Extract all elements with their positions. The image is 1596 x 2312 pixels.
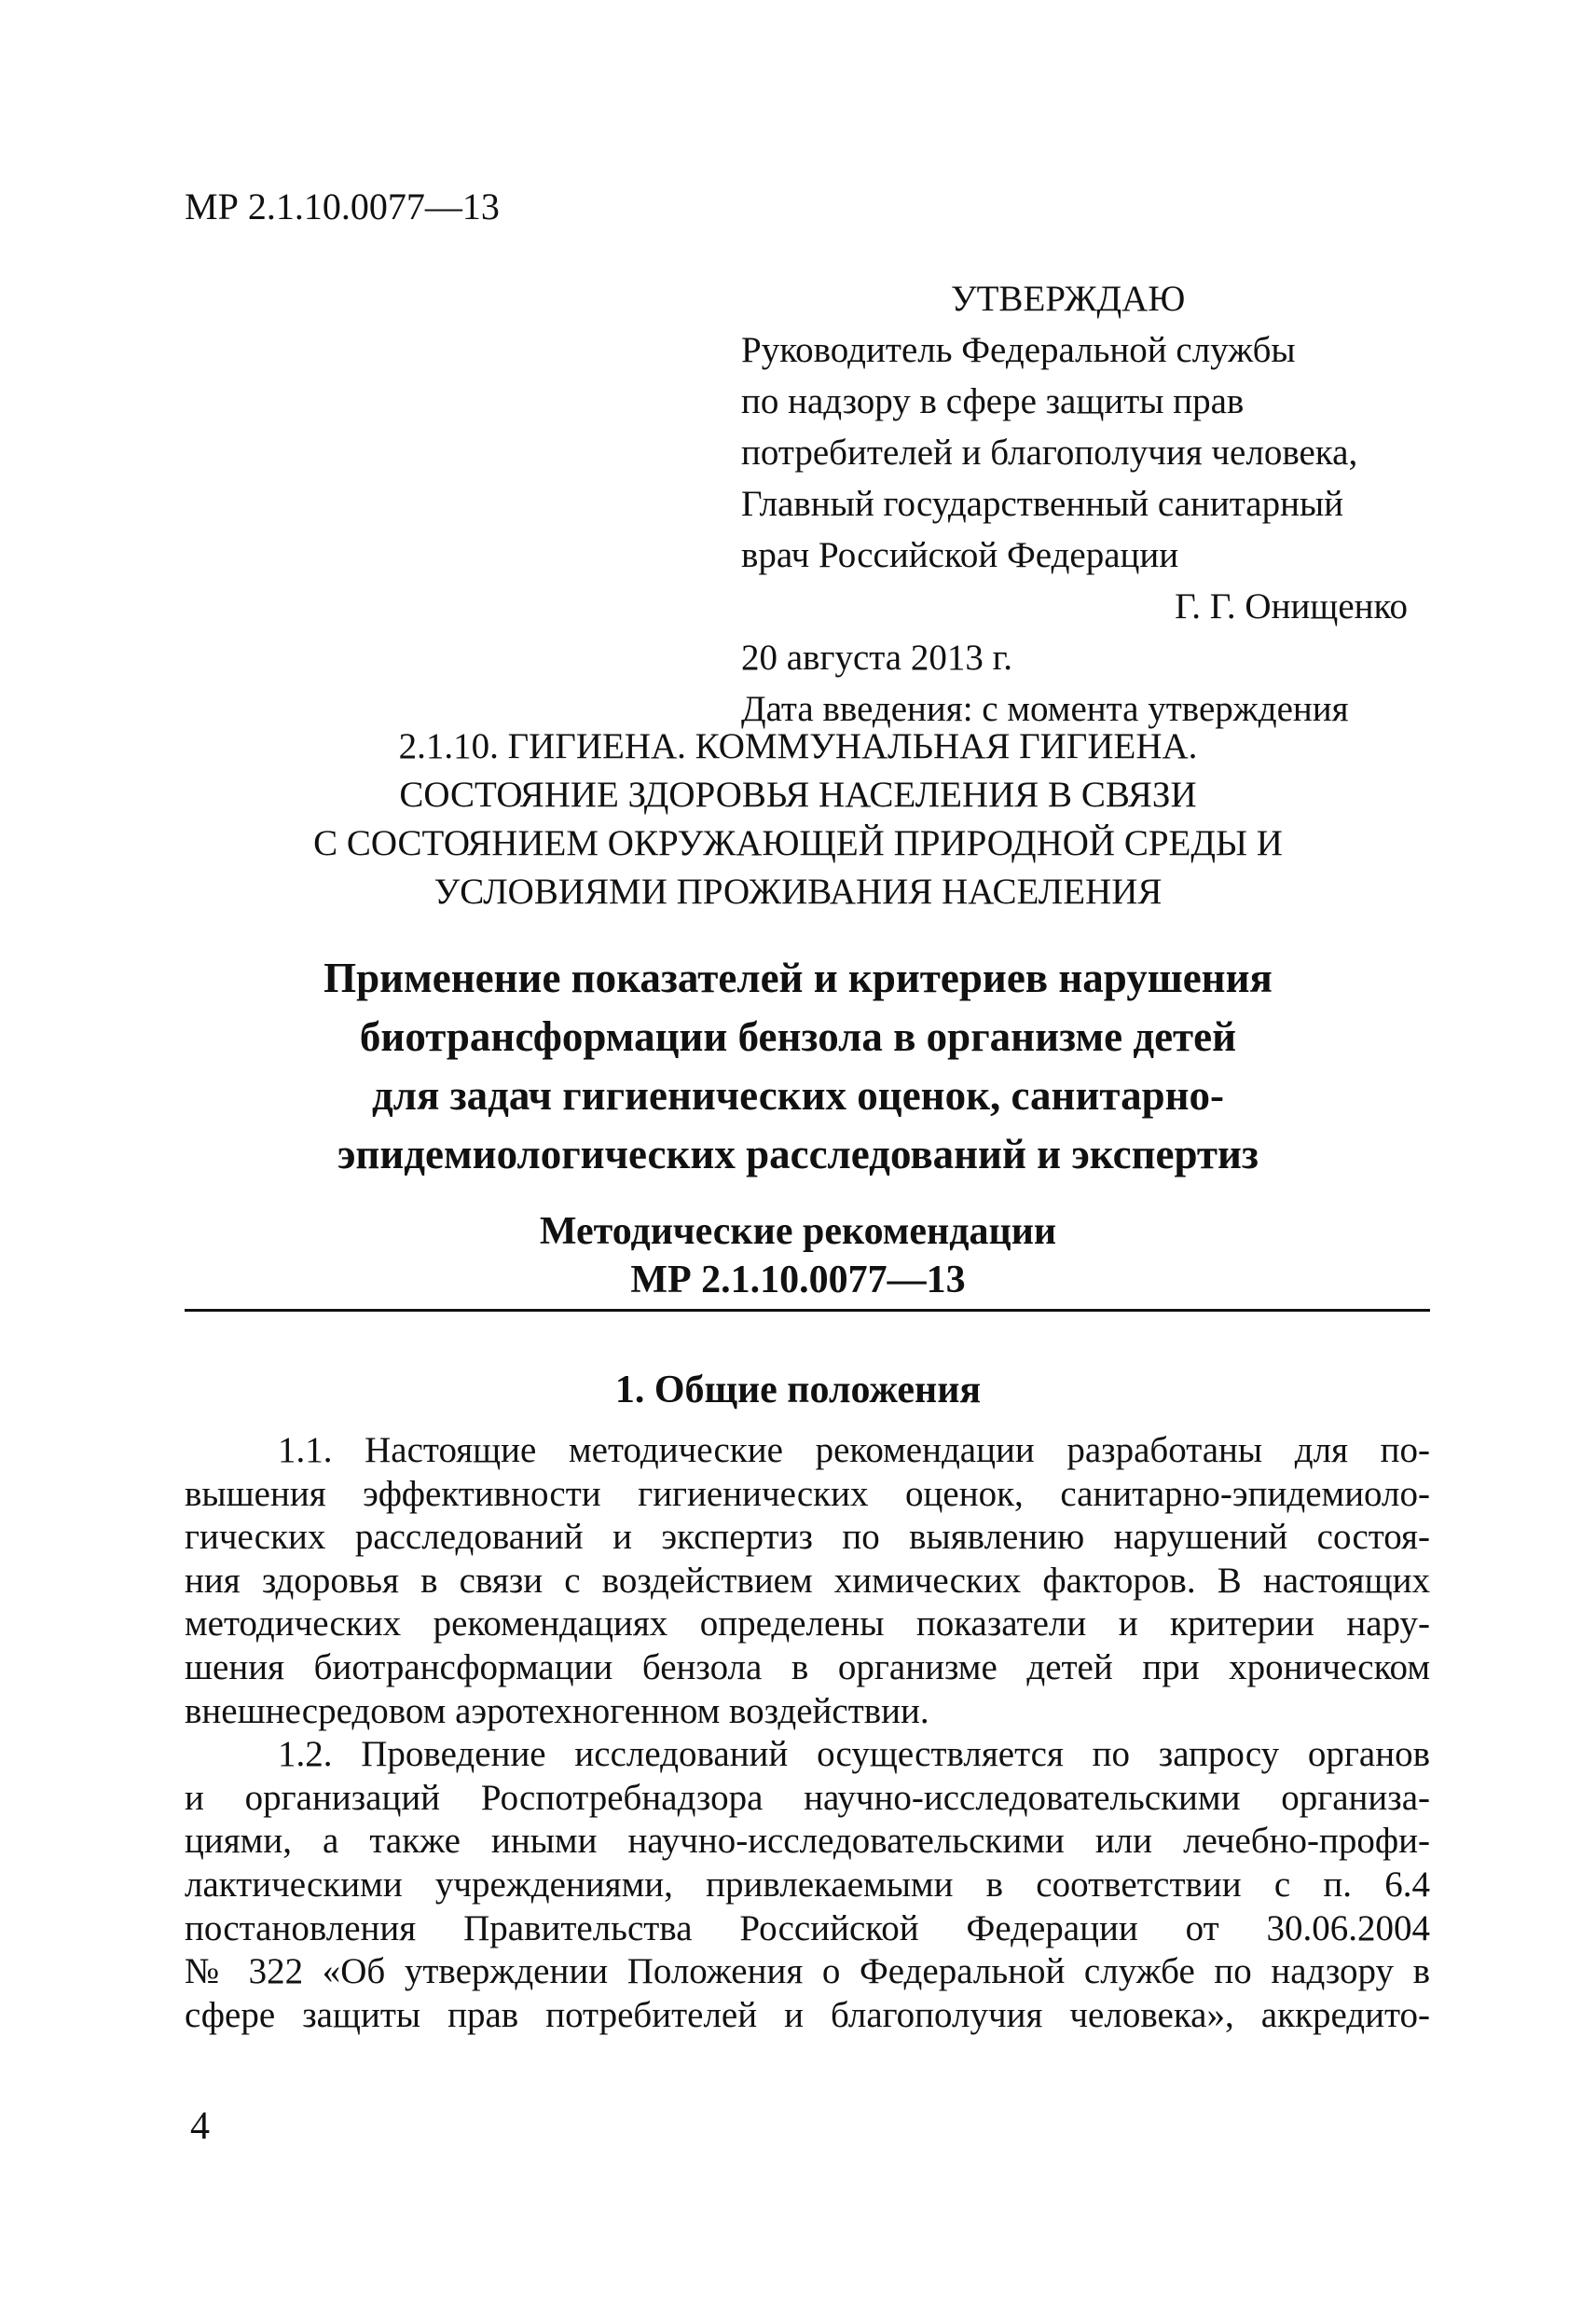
approval-heading: УТВЕРЖДАЮ [951, 279, 1186, 319]
paragraph-line: ния здоровья в связи с воздействием химических факторов. В настоящих [185, 1560, 1430, 1601]
approval-position-line: Руководитель Федеральной службы [741, 330, 1296, 370]
approval-signer: Г. Г. Онищенко [1175, 586, 1408, 626]
paragraph-line: лактическими учреждениями, привлекаемыми в соответствии с п. 6.4 [185, 1864, 1430, 1905]
category-line: 2.1.10. ГИГИЕНА. КОММУНАЛЬНАЯ ГИГИЕНА. [398, 726, 1198, 766]
paragraph-line: № 322 «Об утверждении Положения о Федеральной службе по надзору в [185, 1951, 1430, 1992]
approval-position-line: Главный государственный санитарный [741, 484, 1344, 524]
paragraph-line: методических рекомендациях определены показатели и критерии нару- [185, 1603, 1430, 1645]
horizontal-rule [185, 1309, 1430, 1312]
document-type-label: Методические рекомендации [539, 1210, 1057, 1253]
paragraph-line: постановления Правительства Российской Федерации от 30.06.2004 [185, 1907, 1430, 1948]
title-line: для задач гигиенических оценок, санитарно- [371, 1072, 1225, 1119]
page-number: 4 [190, 2105, 210, 2148]
document-type [168, 1207, 1428, 1304]
paragraph-line: и организаций Роспотребнадзора научно-исследовательскими организа- [185, 1777, 1430, 1818]
paragraph-line: циями, а также иными научно-исследовательскими или лечебно-профи- [185, 1821, 1430, 1862]
approval-position-line: по надзору в сфере защиты прав [741, 381, 1245, 421]
approval-date: 20 августа 2013 г. [741, 638, 1012, 678]
title-line: биотрансформации бензола в организме детей [359, 1013, 1237, 1060]
paragraph-line: вышения эффективности гигиенических оценок, санитарно-эпидемиоло- [185, 1473, 1430, 1514]
document-title [168, 949, 1428, 1184]
approval-block [741, 273, 1426, 735]
paragraph-line: внешнесредовом аэротехногенном воздействии. [185, 1690, 929, 1731]
title-line: эпидемиологических расследований и экспертиз [337, 1131, 1259, 1177]
paragraph-line: шения биотрансформации бензола в организме детей при хроническом [185, 1646, 1430, 1687]
section-body [185, 1429, 1430, 2037]
category-heading [168, 722, 1428, 916]
section-heading: 1. Общие положения [614, 1369, 982, 1411]
paragraph-line: 1.2. Проведение исследований осуществляется по запросу органов [278, 1734, 1430, 1775]
approval-position-line: врач Российской Федерации [741, 535, 1179, 575]
effective-date: Дата введения: с момента утверждения [741, 689, 1349, 729]
category-line: УСЛОВИЯМИ ПРОЖИВАНИЯ НАСЕЛЕНИЯ [433, 872, 1163, 912]
document-type-code: МР 2.1.10.0077—13 [630, 1259, 966, 1301]
approval-position-line: потребителей и благополучия человека, [741, 433, 1358, 473]
paragraph-line: 1.1. Настоящие методические рекомендации разработаны для по- [278, 1430, 1430, 1470]
paragraph-line: сфере защиты прав потребителей и благополучия человека», аккредито- [185, 1994, 1430, 2035]
category-line: С СОСТОЯНИЕМ ОКРУЖАЮЩЕЙ ПРИРОДНОЙ СРЕДЫ И [313, 823, 1283, 863]
title-line: Применение показателей и критериев нарушения [323, 955, 1273, 1001]
paragraph-line: гических расследований и экспертиз по выявлению нарушений состоя- [185, 1517, 1430, 1558]
category-line: СОСТОЯНИЕ ЗДОРОВЬЯ НАСЕЛЕНИЯ В СВЯЗИ [399, 775, 1197, 815]
document-code: МР 2.1.10.0077—13 [185, 186, 500, 227]
